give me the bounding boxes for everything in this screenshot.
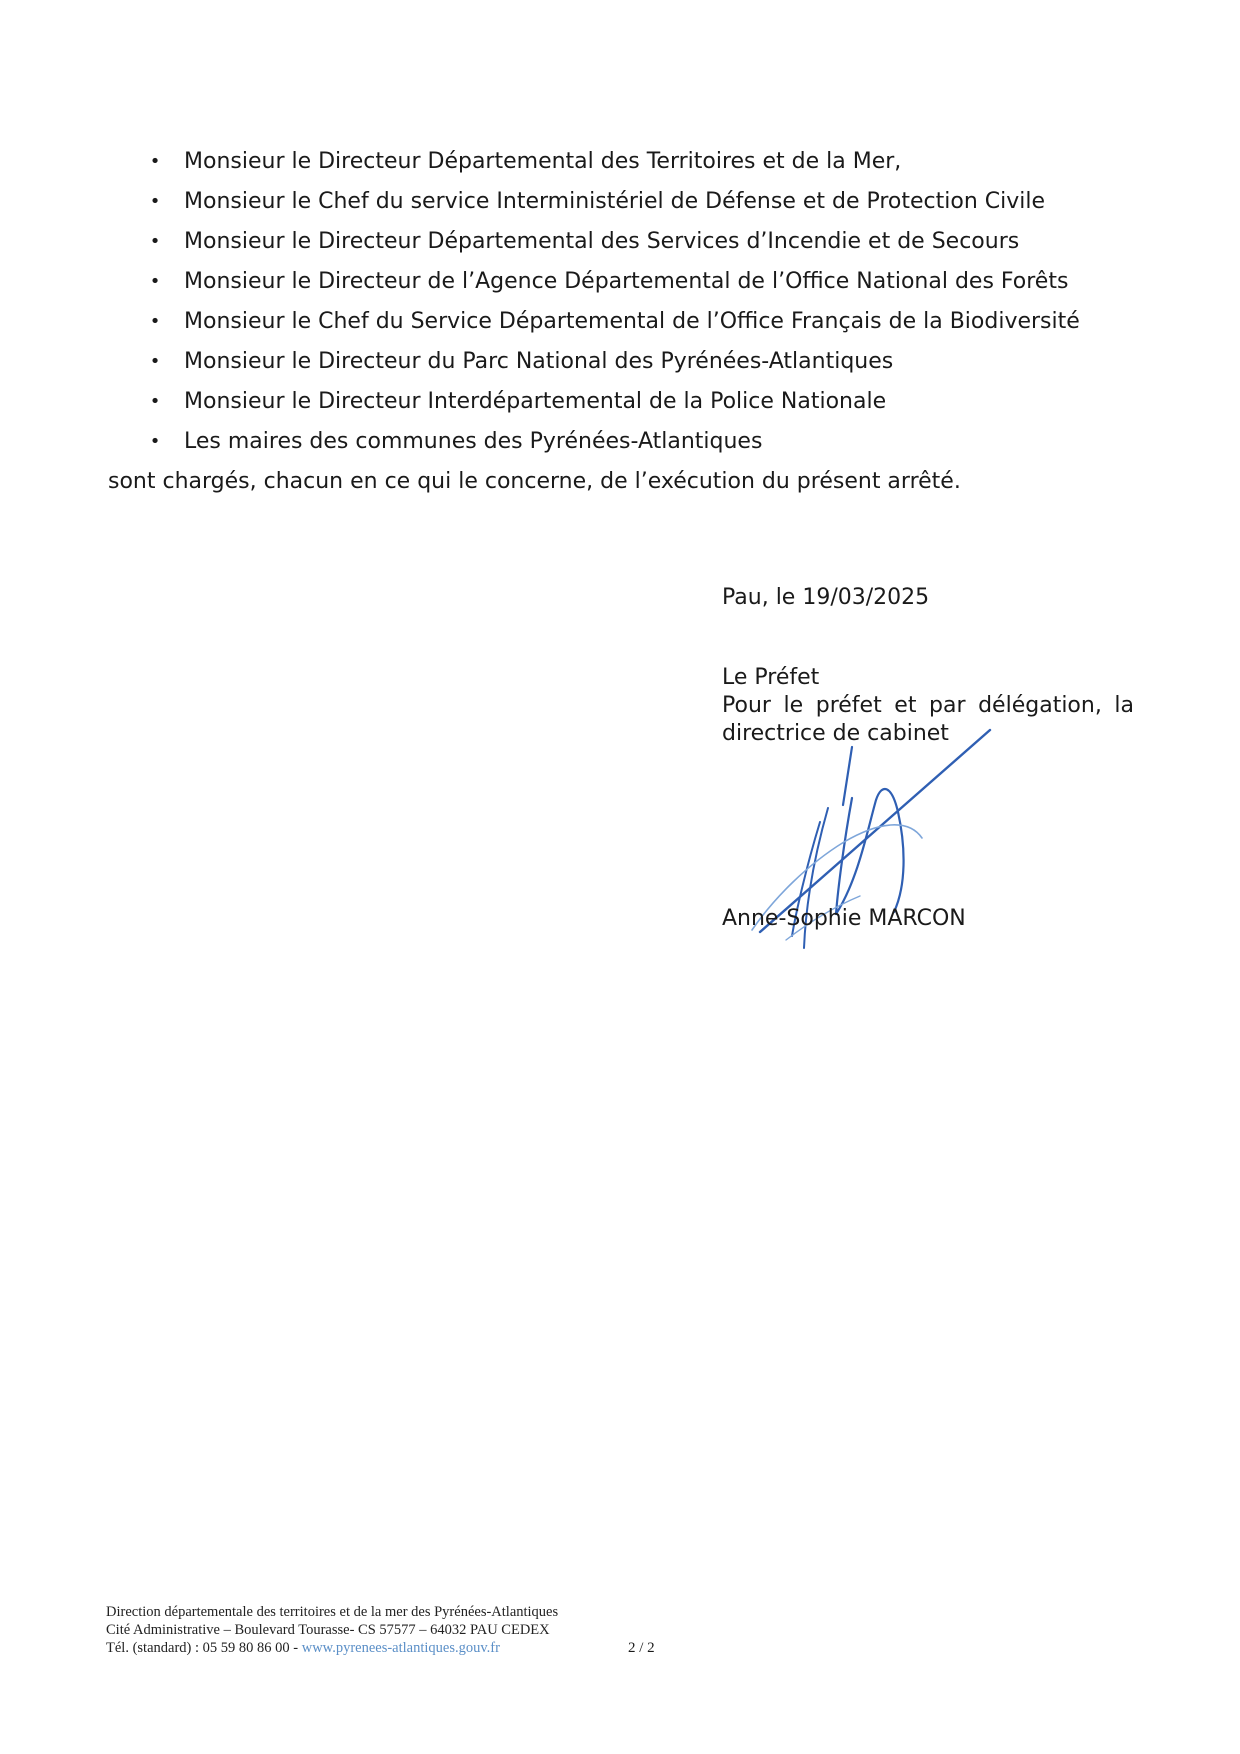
page-footer xyxy=(106,1603,706,1657)
delegation-line: Pour le préfet et par délégation, la xyxy=(722,693,1134,718)
footer-address-2: Cité Administrative – Boulevard Tourasse- CS 57577 – 64032 PAU CEDEX xyxy=(106,1622,550,1638)
list-item xyxy=(148,182,1148,222)
bullet-icon: • xyxy=(149,351,161,372)
list-item xyxy=(148,422,1148,462)
list-item xyxy=(148,142,1148,182)
signatory-title: Le Préfet xyxy=(722,665,820,690)
list-item xyxy=(148,262,1148,302)
recipient-text: Monsieur le Directeur Départemental des Services d’Incendie et de Secours xyxy=(184,229,1020,254)
bullet-icon: • xyxy=(149,231,161,252)
list-item xyxy=(148,302,1148,342)
bullet-icon: • xyxy=(149,271,161,292)
recipient-text: Monsieur le Directeur Départemental des Territoires et de la Mer, xyxy=(184,149,902,174)
recipient-text: Monsieur le Chef du service Interministériel de Défense et de Protection Civile xyxy=(184,189,1046,214)
recipient-text: Les maires des communes des Pyrénées-Atlantiques xyxy=(184,429,763,454)
signatory-role: directrice de cabinet xyxy=(722,721,949,746)
recipient-text: Monsieur le Directeur Interdépartemental de la Police Nationale xyxy=(184,389,887,414)
signer-name: Anne-Sophie MARCON xyxy=(722,906,966,931)
footer-contact xyxy=(106,1639,706,1657)
recipient-text: Monsieur le Directeur du Parc National des Pyrénées-Atlantiques xyxy=(184,349,894,374)
bullet-icon: • xyxy=(149,391,161,412)
list-item xyxy=(148,342,1148,382)
footer-address-1: Direction départementale des territoires et de la mer des Pyrénées-Atlantiques xyxy=(106,1604,559,1620)
recipient-text: Monsieur le Directeur de l’Agence Départemental de l’Office National des Forêts xyxy=(184,269,1069,294)
bullet-icon: • xyxy=(149,431,161,452)
list-item xyxy=(148,222,1148,262)
recipient-text: Monsieur le Chef du Service Départemental de l’Office Français de la Biodiversité xyxy=(184,309,1080,334)
bullet-icon: • xyxy=(149,311,161,332)
list-item xyxy=(148,382,1148,422)
footer-phone: Tél. (standard) : 05 59 80 86 00 - xyxy=(106,1640,302,1656)
page-number: 2 / 2 xyxy=(628,1640,655,1656)
recipients-list xyxy=(148,142,1148,462)
footer-website-link[interactable]: www.pyrenees-atlantiques.gouv.fr xyxy=(301,1640,500,1656)
place-date: Pau, le 19/03/2025 xyxy=(722,585,930,610)
closing-sentence: sont chargés, chacun en ce qui le concerne, de l’exécution du présent arrêté. xyxy=(108,469,961,494)
bullet-icon: • xyxy=(149,191,161,212)
bullet-icon: • xyxy=(149,151,161,172)
